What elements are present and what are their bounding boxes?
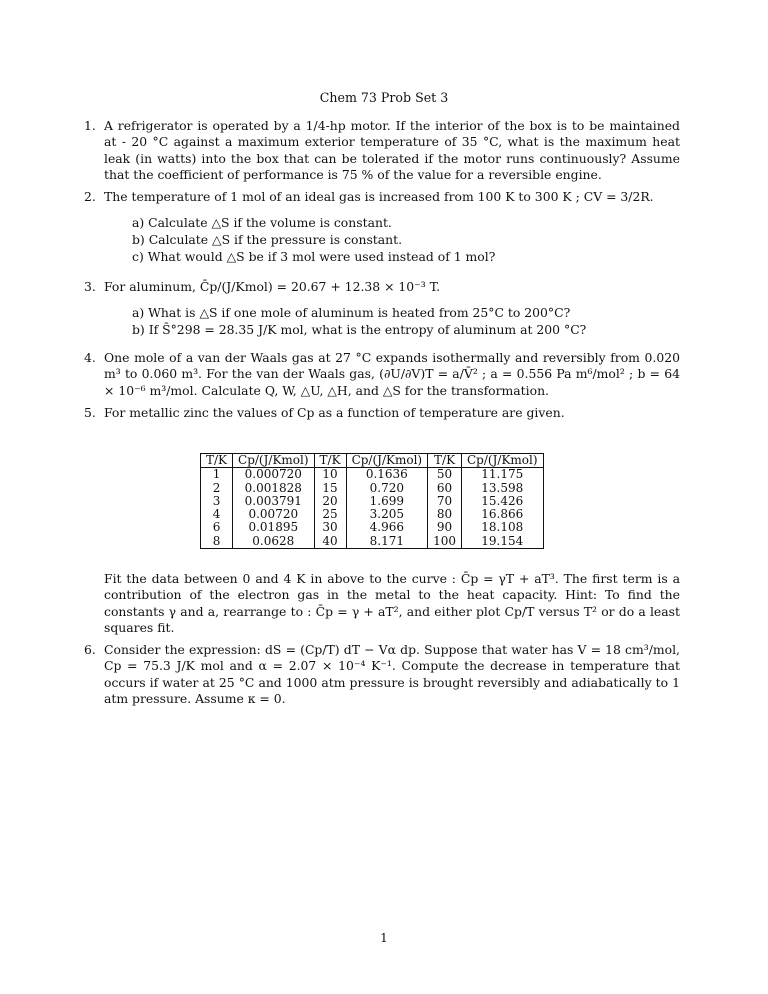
table-cell: 30 — [314, 521, 346, 534]
problem-text: Consider the expression: dS = (Cp/T) dT − Vα dp. Suppose that water has V = 18 cm³/mol, Cp = 75.3 J/K mol and α = 2.07 × 10⁻⁴ K⁻¹. Compute the decrease in temperature that occurs if water at 25 °C and 1000 atm pressure is brought reversibly and adiabatically to 1 atm pressure. Assume κ = 0. — [104, 642, 680, 707]
table-cell: 3.205 — [346, 508, 428, 521]
problem-5 — [84, 405, 680, 421]
table-cell: 2 — [201, 482, 233, 495]
problem-text: A refrigerator is operated by a 1/4-hp motor. If the interior of the box is to be maintained at - 20 °C against a maximum exterior temperature of 35 °C, what is the maximum heat leak (in watts) into the box that can be tolerated if the motor runs continuously? Assume that the coefficient of performance is 75 % of the value for a reversible engine. — [104, 118, 680, 183]
table-cell: 80 — [428, 508, 462, 521]
table-cell: 16.866 — [462, 508, 544, 521]
problem-3 — [84, 279, 680, 339]
column-header: T/K — [314, 454, 346, 468]
table-cell: 0.001828 — [233, 482, 315, 495]
table-cell: 15.426 — [462, 495, 544, 508]
table-cell: 1 — [201, 468, 233, 482]
table-row — [201, 495, 544, 508]
table-cell: 6 — [201, 521, 233, 534]
page-title: Chem 73 Prob Set 3 — [319, 90, 449, 105]
table-cell: 8.171 — [346, 535, 428, 549]
table-cell: 15 — [314, 482, 346, 495]
table-cell: 25 — [314, 508, 346, 521]
column-header: Cp/(J/Kmol) — [462, 454, 544, 468]
table-cell: 40 — [314, 535, 346, 549]
table-cell: 4 — [201, 508, 233, 521]
table-cell: 0.00720 — [233, 508, 315, 521]
table-cell: 3 — [201, 495, 233, 508]
problem-number: 4. — [84, 350, 96, 365]
problem-number: 3. — [84, 279, 96, 294]
column-header: T/K — [428, 454, 462, 468]
table-cell: 0.000720 — [233, 468, 315, 482]
table-cell: 1.699 — [346, 495, 428, 508]
problem-6 — [84, 642, 680, 708]
table-cell: 70 — [428, 495, 462, 508]
table-cell: 0.003791 — [233, 495, 315, 508]
column-header: Cp/(J/Kmol) — [233, 454, 315, 468]
table-cell: 10 — [314, 468, 346, 482]
table-cell: 0.720 — [346, 482, 428, 495]
table-cell: 60 — [428, 482, 462, 495]
problem-1 — [84, 118, 680, 184]
zinc-heat-capacity-table — [200, 453, 544, 549]
problem-text: For aluminum, C̄p/(J/Kmol) = 20.67 + 12.38 × 10⁻³ T. — [104, 279, 441, 294]
subpart-a: a) What is △S if one mole of aluminum is heated from 25°C to 200°C? — [132, 305, 571, 321]
table-cell: 8 — [201, 535, 233, 549]
problem-text: The temperature of 1 mol of an ideal gas is increased from 100 K to 300 K ; CV = 3/2R. — [104, 189, 654, 204]
problem-text: One mole of a van der Waals gas at 27 °C expands isothermally and reversibly from 0.020 m³ to 0.060 m³. For the van der Waals gas, (∂U/∂V)T = a/V̄² ; a = 0.556 Pa m⁶/mol² ; b = 64 × 10⁻⁶ m³/mol. Calculate Q, W, △U, △H, and △S for the transformation. — [104, 350, 680, 398]
subpart-a: a) Calculate △S if the volume is constant. — [132, 215, 392, 231]
column-header: T/K — [201, 454, 233, 468]
table-cell: 50 — [428, 468, 462, 482]
table-cell: 0.1636 — [346, 468, 428, 482]
subpart-b: b) If S̄°298 = 28.35 J/K mol, what is the entropy of aluminum at 200 °C? — [132, 322, 587, 338]
subparts — [132, 305, 680, 339]
problem-number: 5. — [84, 405, 96, 420]
table-row — [201, 508, 544, 521]
subparts — [132, 215, 680, 266]
table-cell: 18.108 — [462, 521, 544, 534]
subpart-c: c) What would △S be if 3 mol were used instead of 1 mol? — [132, 249, 496, 265]
problem-text: Fit the data between 0 and 4 K in above to the curve : C̄p = γT + aT³. The first term is a contribution of the electron gas in the metal to the heat capacity. Hint: To find the constants γ and a, rearrange to : C̄p = γ + aT², and either plot Cp/T versus T² or do a least squares fit. — [104, 571, 680, 636]
problem-5-continued — [104, 571, 680, 637]
table-row — [201, 535, 544, 549]
table-cell: 0.01895 — [233, 521, 315, 534]
problem-number: 6. — [84, 642, 96, 657]
table-cell: 11.175 — [462, 468, 544, 482]
table-cell: 19.154 — [462, 535, 544, 549]
page-number: 1 — [380, 931, 388, 945]
problem-text: For metallic zinc the values of Cp as a function of temperature are given. — [104, 405, 565, 420]
table-cell: 13.598 — [462, 482, 544, 495]
table-cell: 0.0628 — [233, 535, 315, 549]
table-cell: 90 — [428, 521, 462, 534]
problem-2 — [84, 189, 680, 266]
problem-4 — [84, 350, 680, 399]
table-cell: 100 — [428, 535, 462, 549]
problem-number: 1. — [84, 118, 96, 133]
table-cell: 20 — [314, 495, 346, 508]
table-row — [201, 521, 544, 534]
problem-number: 2. — [84, 189, 96, 204]
table-row — [201, 468, 544, 482]
table-cell: 4.966 — [346, 521, 428, 534]
table-row — [201, 482, 544, 495]
subpart-b: b) Calculate △S if the pressure is constant. — [132, 232, 403, 248]
column-header: Cp/(J/Kmol) — [346, 454, 428, 468]
